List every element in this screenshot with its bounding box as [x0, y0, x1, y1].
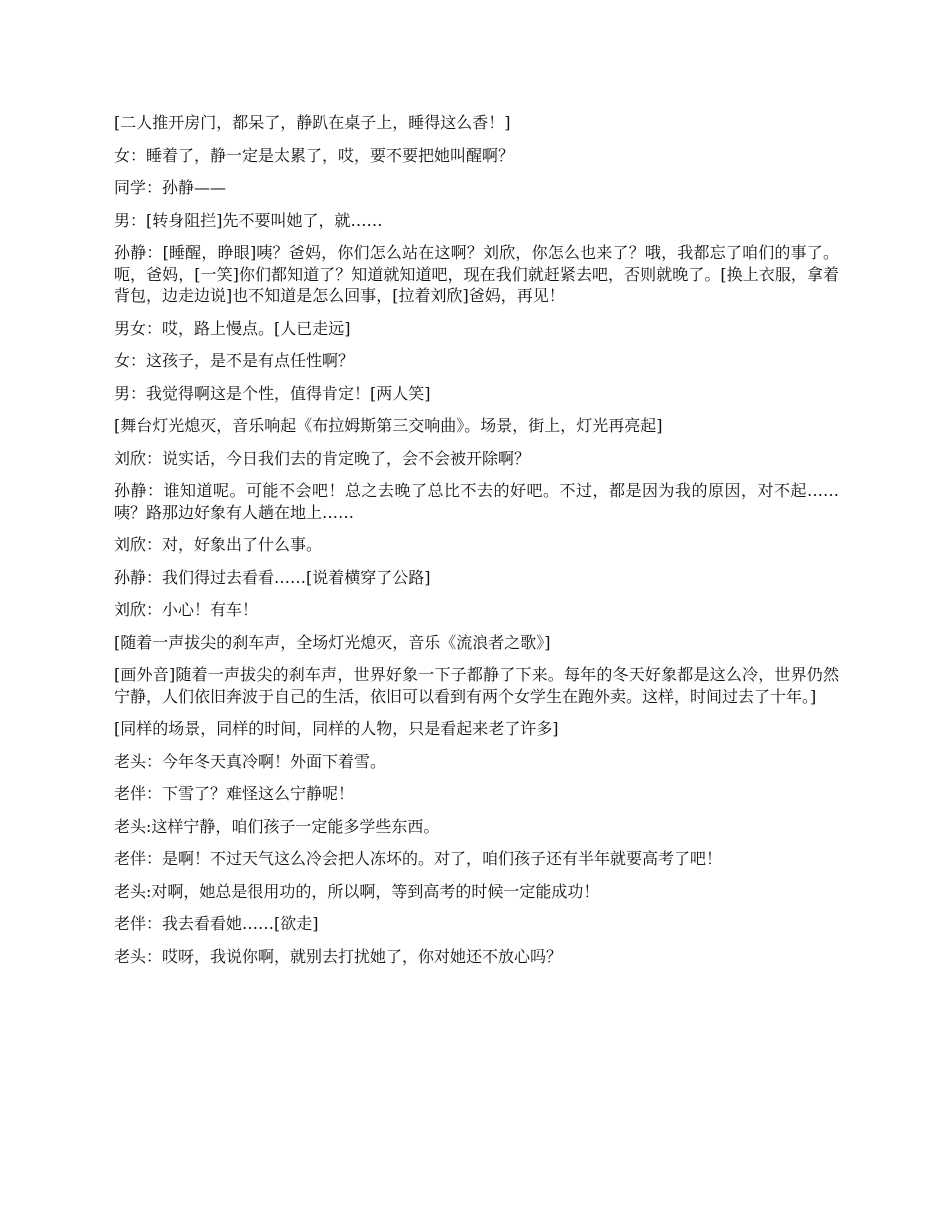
dialogue-line: 老头:这样宁静，咱们孩子一定能多学些东西。: [114, 816, 440, 836]
script-text: [114, 112, 839, 978]
dialogue-line: 男：[转身阻拦]先不要叫她了，就……: [114, 210, 383, 230]
dialogue-line: 刘欣：小心！有车！: [114, 600, 259, 619]
stage-direction: [随着一声拔尖的刹车声，全场灯光熄灭，音乐《流浪者之歌》]: [114, 632, 551, 652]
dialogue-line: 老伴：下雪了？难怪这么宁静呢！: [114, 784, 355, 803]
dialogue-line: 同学：孙静——: [114, 178, 227, 197]
dialogue-line: 老伴：我去看看她……[欲走]: [114, 914, 319, 933]
dialogue-line: 刘欣：对，好象出了什么事。: [114, 535, 323, 554]
dialogue-line: 老头:对啊，她总是很用功的，所以啊，等到高考的时候一定能成功！: [114, 881, 600, 901]
dialogue-line: 男女：哎，路上慢点。[人已走远]: [114, 318, 351, 338]
dialogue-line: 孙静：[睡醒，睁眼]咦？爸妈，你们怎么站在这啊？刘欣，你怎么也来了？哦，我都忘了咱们的事了。呃，爸妈，[一笑]你们都知道了？知道就知道吧，现在我们就赶紧去吧，否则就晚了。[换上衣服，拿着背包，边走边说]也不知道是怎么回事，[拉着刘欣]爸妈，再见！: [114, 243, 839, 305]
dialogue-line: 刘欣：说实话，今日我们去的肯定晚了，会不会被开除啊？: [114, 448, 531, 468]
dialogue-line: 男：我觉得啊这是个性，值得肯定！[两人笑]: [114, 383, 431, 403]
stage-direction: [二人推开房门，都呆了，静趴在桌子上，睡得这么香！]: [114, 113, 511, 132]
dialogue-line: 女：这孩子，是不是有点任性啊？: [114, 351, 355, 370]
dialogue-line: 孙静：我们得过去看看……[说着横穿了公路]: [114, 567, 431, 587]
dialogue-line: 老头：哎呀，我说你啊，就别去打扰她了，你对她还不放心吗？: [114, 946, 563, 966]
dialogue-line: 孙静：谁知道呢。可能不会吧！总之去晚了总比不去的好吧。不过，都是因为我的原因，对不起……咦？路那边好象有人趟在地上……: [114, 481, 839, 522]
stage-direction: [同样的场景，同样的时间，同样的人物，只是看起来老了许多]: [114, 719, 559, 738]
dialogue-line: 女：睡着了，静一定是太累了，哎，要不要把她叫醒啊？: [114, 145, 515, 165]
stage-direction: [舞台灯光熄灭，音乐响起《布拉姆斯第三交响曲》。场景，街上，灯光再亮起]: [114, 416, 663, 435]
voice-over: [画外音]随着一声拔尖的刹车声，世界好象一下子都静了下来。每年的冬天好象都是这么冷，世界仍然宁静，人们依旧奔波于自己的生活，依旧可以看到有两个女学生在跑外卖。这样，时间过去了十年。]: [114, 665, 839, 706]
dialogue-line: 老伴：是啊！不过天气这么冷会把人冻坏的。对了，咱们孩子还有半年就要高考了吧！: [114, 849, 723, 868]
dialogue-line: 老头：今年冬天真冷啊！外面下着雪。: [114, 751, 387, 771]
